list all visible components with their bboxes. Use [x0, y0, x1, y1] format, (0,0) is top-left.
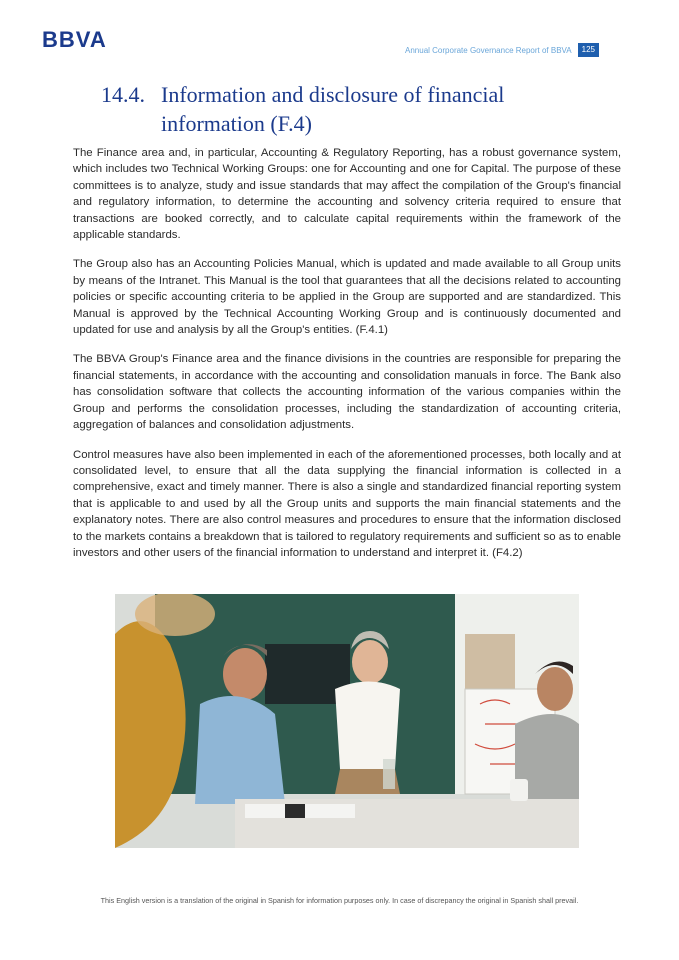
section-number: 14.4. [101, 82, 145, 107]
page-header [405, 43, 599, 57]
meeting-photo [115, 594, 579, 848]
page-number: 125 [578, 43, 599, 57]
section-title: Information and disclosure of financial information (F.4) [161, 82, 505, 136]
paragraph: Control measures have also been implemented in each of the aforementioned processes, both locally and at consolidated level, to ensure that all the data supplying the financial information is collected in a comprehensive, exact and timely manner. There is also a single and standardized financial reporting system that is applicable to and used by all the Group units and supports the main financial statements and the explanatory notes. There are also control measures and procedures to ensure that the information disclosed to the markets contains a breakdown that is tailored to regulatory requirements and sufficient so as to enable investors and other users of the financial information to understand and interpret it. (F4.2) [73, 448, 621, 559]
section-heading [101, 80, 581, 138]
meeting-illustration [115, 594, 579, 848]
paragraph: The Group also has an Accounting Policies Manual, which is updated and made available to all Group units by means of the Intranet. This Manual is the tool that guarantees that all the decisions related to accounting policies or specific accounting criteria to be applied in the Group are supported and are standardized. This Manual is approved by the Technical Accounting Working Group and is continuously documented and updated for use and analysis by all the Group's entities. (F.4.1) [73, 258, 621, 337]
bbva-logo: BBVA [42, 27, 107, 52]
paragraph: The Finance area and, in particular, Accounting & Regulatory Reporting, has a robust governance system, which includes two Technical Working Groups: one for Accounting and one for Capital. The purpose of these committees is to analyze, study and issue standards that may affect the compilation of the Group's financial and regulatory information, to determine the accounting and solvency criteria required to ensure that transactions are booked correctly, and to calculate capital requirements within the framework of the applicable standards. [73, 147, 621, 242]
report-title: Annual Corporate Governance Report of BBVA [405, 45, 572, 55]
body-text [73, 145, 621, 574]
paragraph: The BBVA Group's Finance area and the finance divisions in the countries are responsible for preparing the financial statements, in accordance with the accounting and consolidation manuals in force. The Bank also has consolidation software that collects the accounting information of the various companies within the Group and performs the consolidation processes, including the standardization of accounting criteria, aggregation of balances and consolidation adjustments. [73, 353, 621, 432]
footer-disclaimer: This English version is a translation of the original in Spanish for information purposes only. In case of discrepancy the original in Spanish shall prevail. [100, 896, 579, 905]
